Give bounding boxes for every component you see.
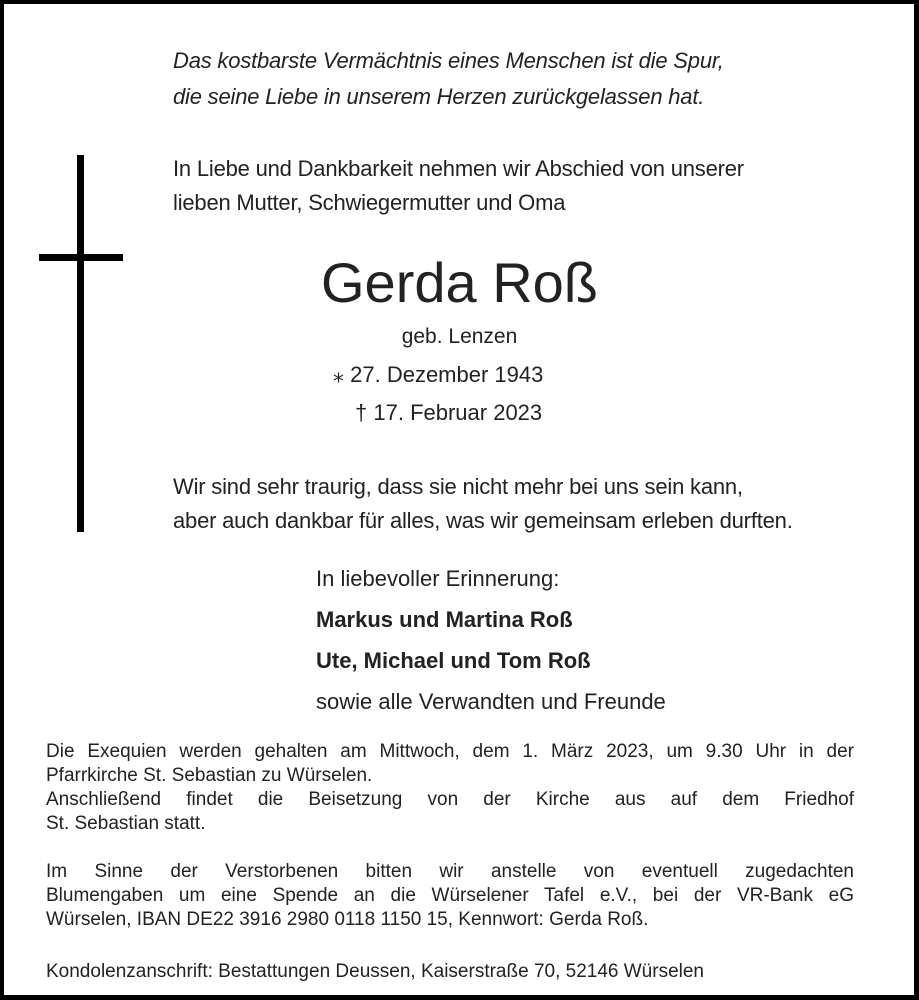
intro-line: lieben Mutter, Schwiegermutter und Oma xyxy=(173,190,566,215)
death-dagger-icon: † xyxy=(355,400,368,425)
sorrow-text xyxy=(173,470,793,538)
mourners-block xyxy=(316,558,666,722)
condolence-address: Kondolenzanschrift: Bestattungen Deussen, Kaiserstraße 70, 52146 Würselen xyxy=(46,961,704,982)
death-line xyxy=(355,398,542,428)
birth-line xyxy=(333,360,543,390)
motto-line: die seine Liebe in unserem Herzen zurückgelassen hat. xyxy=(173,84,705,109)
sorrow-line: Wir sind sehr traurig, dass sie nicht mehr bei uns sein kann, xyxy=(173,474,743,499)
mourner-family: Markus und Martina Roß xyxy=(316,607,573,632)
death-date: 17. Februar 2023 xyxy=(373,400,543,425)
intro-text xyxy=(173,152,744,220)
donation-line: Blumengaben um eine Spende an die Würselener Tafel e.V., bei der VR-Bank eG xyxy=(46,885,854,906)
deceased-name: Gerda Roß xyxy=(321,251,598,314)
mourner-family: Ute, Michael und Tom Roß xyxy=(316,648,591,673)
deceased-name-block xyxy=(0,251,919,315)
donation-notice xyxy=(46,860,854,932)
mourners-closing: sowie alle Verwandten und Freunde xyxy=(316,689,666,714)
sorrow-line: aber auch dankbar für alles, was wir gemeinsam erleben durften. xyxy=(173,508,793,533)
services-line: Die Exequien werden gehalten am Mittwoch, dem 1. März 2023, um 9.30 Uhr in der xyxy=(46,741,854,762)
birth-star-icon: ⁎ xyxy=(333,362,344,387)
services-line: St. Sebastian statt. xyxy=(46,813,206,834)
motto-line: Das kostbarste Vermächtnis eines Menschen ist die Spur, xyxy=(173,48,724,73)
motto-quote xyxy=(173,43,724,115)
intro-line: In Liebe und Dankbarkeit nehmen wir Abschied von unserer xyxy=(173,156,744,181)
services-line: Pfarrkirche St. Sebastian zu Würselen. xyxy=(46,765,373,786)
birth-date: 27. Dezember 1943 xyxy=(350,362,544,387)
donation-line: Würselen, IBAN DE22 3916 2980 0118 1150 15, Kennwort: Gerda Roß. xyxy=(46,909,649,930)
services-line: Anschließend findet die Beisetzung von der Kirche aus auf dem Friedhof xyxy=(46,789,854,810)
born-name: geb. Lenzen xyxy=(401,325,518,348)
mourners-heading: In liebevoller Erinnerung: xyxy=(316,566,560,591)
services-notice xyxy=(46,740,854,836)
donation-line: Im Sinne der Verstorbenen bitten wir anstelle von eventuell zugedachten xyxy=(46,861,854,882)
